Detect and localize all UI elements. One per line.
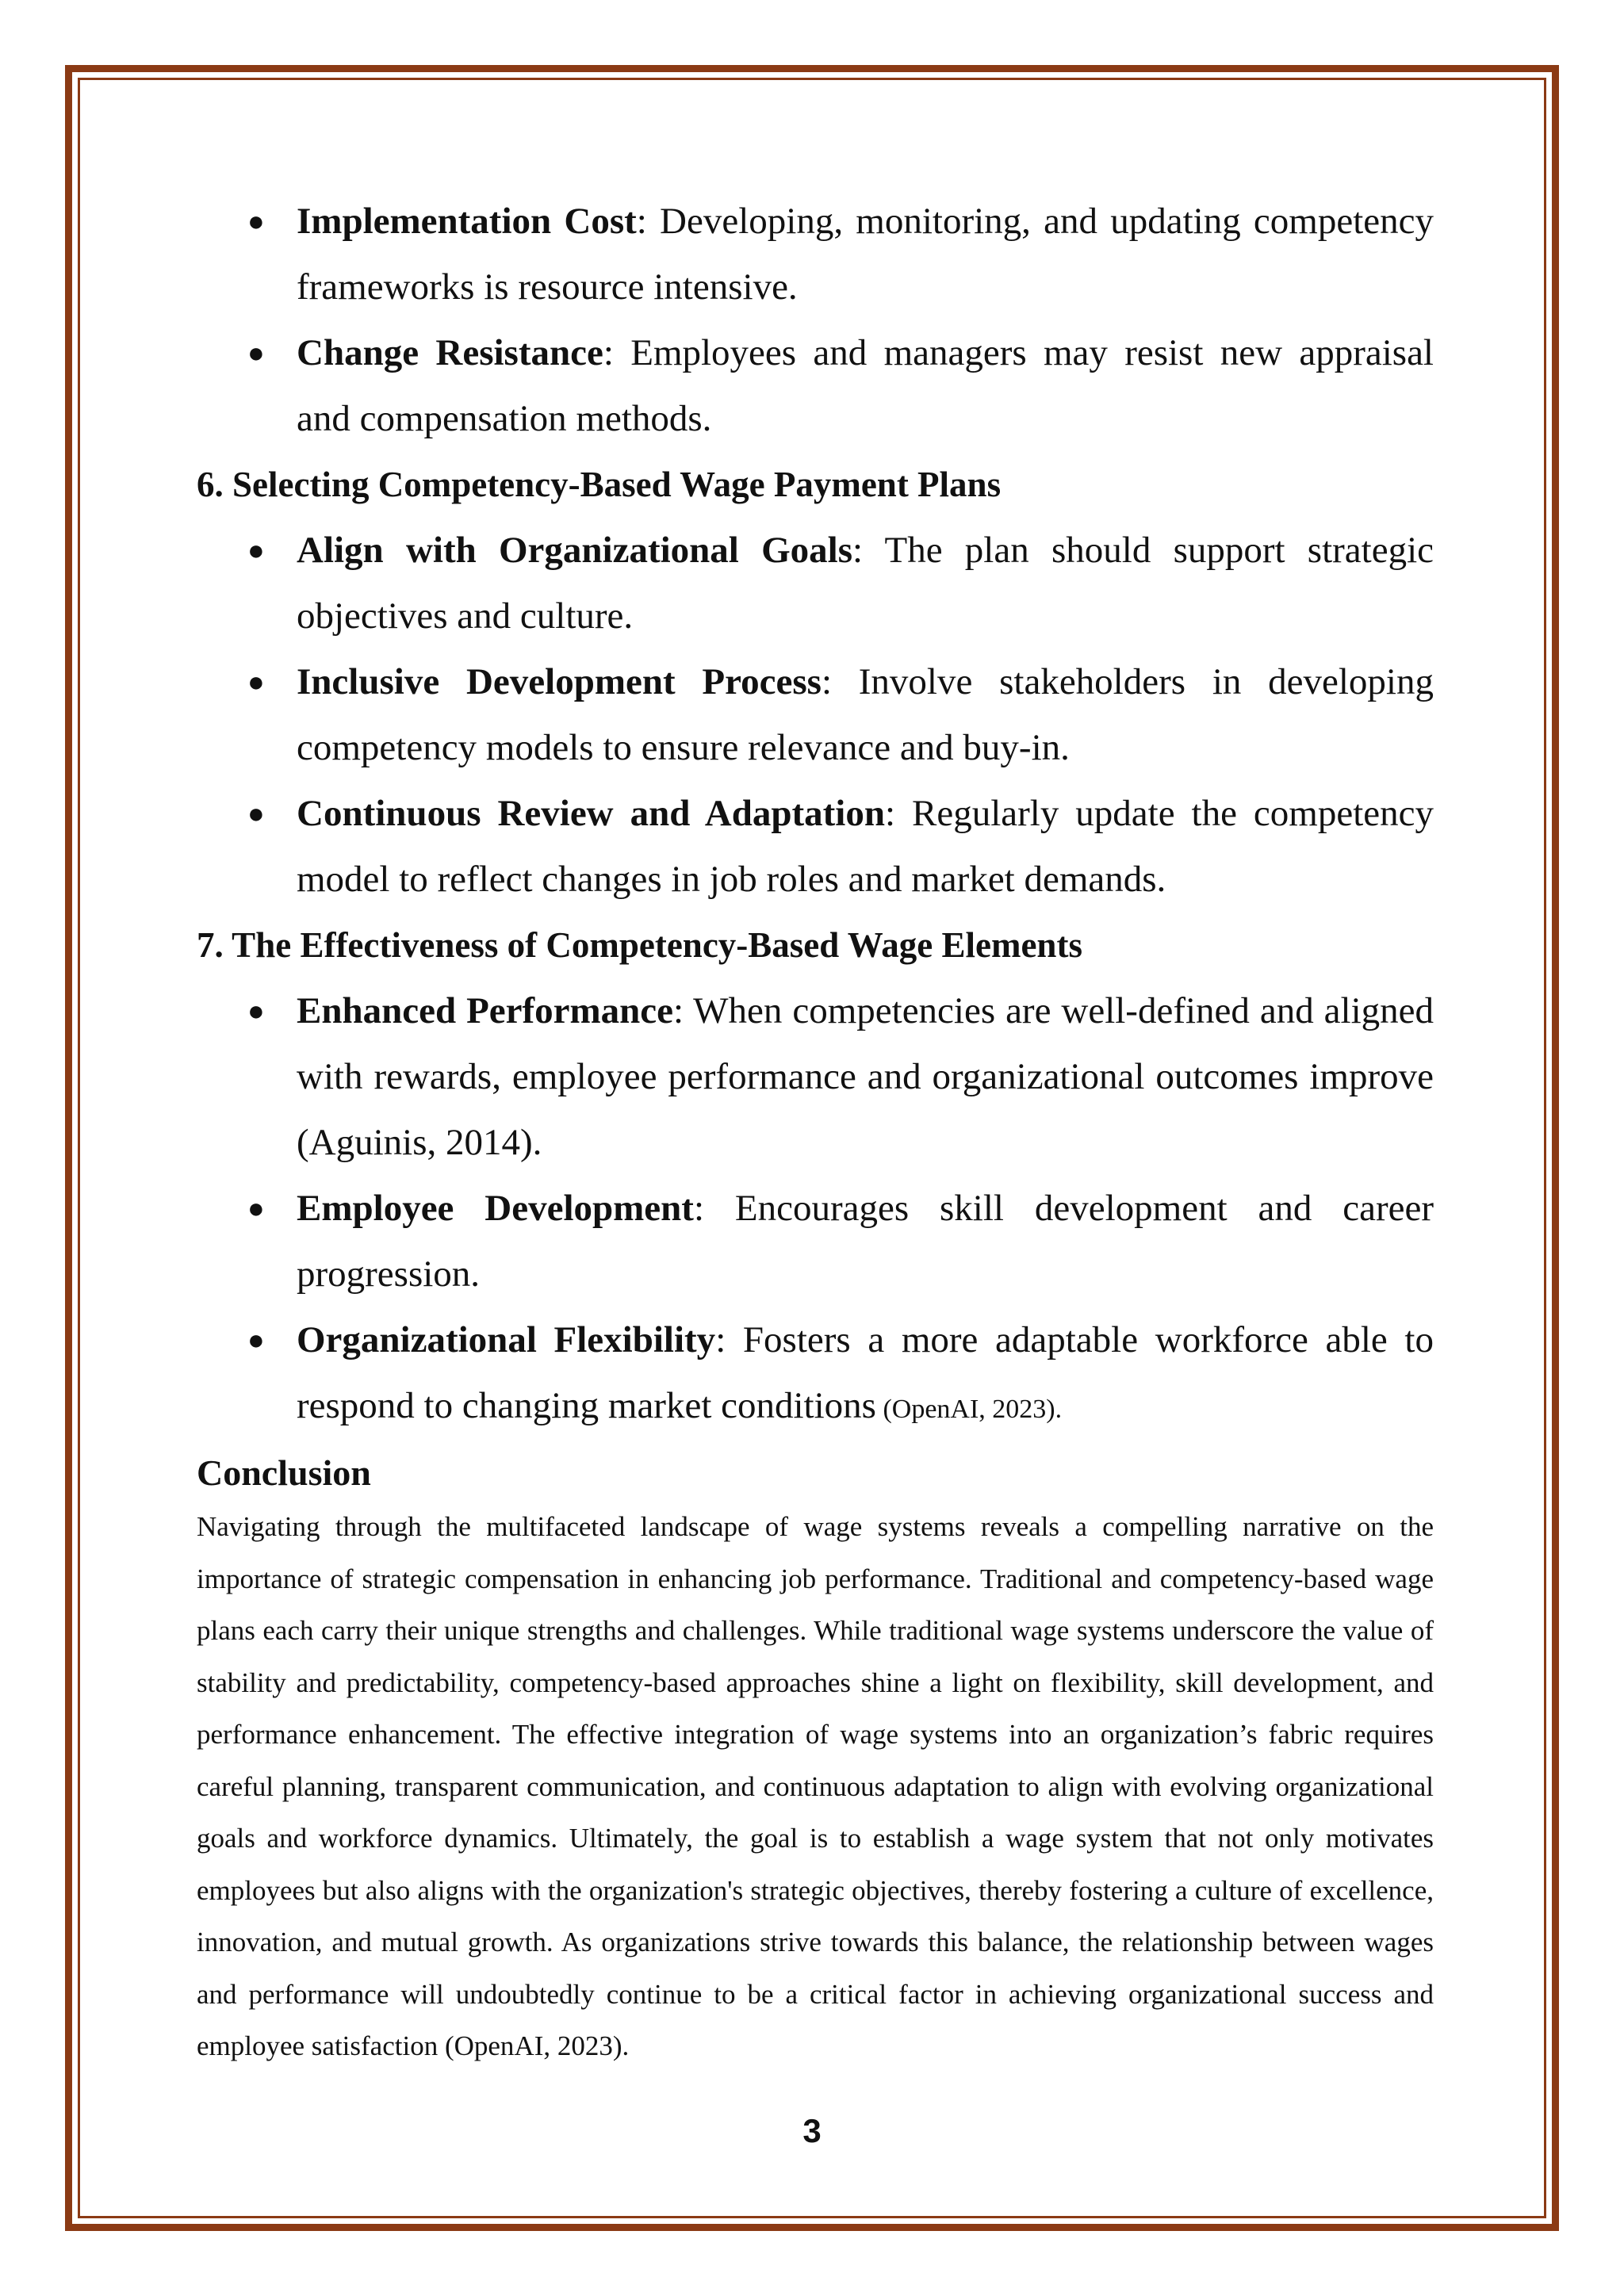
list-item (197, 1307, 1434, 1442)
bullet-term: Employee Development (297, 1188, 694, 1229)
bullet-term: Change Resistance (297, 332, 603, 373)
bullet-term: Inclusive Development Process (297, 661, 822, 702)
section-6-heading: 6. Selecting Competency-Based Wage Payment Plans (197, 465, 1002, 504)
bullet-text: : Developing, monitoring, and updating competency frameworks is resource intensive. (297, 201, 1434, 308)
bullet-text: : Employees and managers may resist new appraisal and compensation methods. (297, 332, 1434, 439)
bullet-icon: ● (247, 534, 265, 566)
conclusion-heading: Conclusion (197, 1452, 371, 1493)
conclusion-paragraph: Navigating through the multifaceted landscape of wage systems reveals a compelling narrative on the importance of strategic compensation in enhancing job performance. Traditional and competency-based wage plans each carry their unique strengths and challenges. While traditional wage systems underscore the value of stability and predictability, competency-based approaches shine a light on flexibility, skill development, and performance enhancement. The effective integration of wage systems into an organization’s fabric requires careful planning, transparent communication, and continuous adaptation to align with evolving organizational goals and workforce dynamics. Ultimately, the goal is to establish a wage system that not only motivates employees but also aligns with the organization's strategic objectives, thereby fostering a culture of excellence, innovation, and mutual growth. As organizations strive towards this balance, the relationship between wages and performance will undoubtedly continue to be a critical factor in achieving organizational success and employee satisfaction (OpenAI, 2023). (197, 1511, 1434, 2061)
bullet-icon: ● (247, 798, 265, 829)
bullet-icon: ● (247, 205, 265, 237)
page-content (197, 189, 1434, 2072)
intro-bullet-list (197, 189, 1434, 452)
list-item (197, 518, 1434, 649)
bullet-icon: ● (247, 995, 265, 1027)
bullet-text: : Fosters a more adaptable workforce able to respond to changing market conditions (297, 1319, 1434, 1426)
list-item (197, 1176, 1434, 1307)
list-item (197, 189, 1434, 320)
bullet-text: : Involve stakeholders in developing competency models to ensure relevance and buy-in. (297, 661, 1434, 768)
bullet-icon: ● (247, 337, 265, 369)
bullet-text: : The plan should support strategic objectives and culture. (297, 530, 1434, 637)
bullet-text: : When competencies are well-defined and aligned with rewards, employee performance and organizational outcomes improve (Aguinis, 2014). (297, 990, 1434, 1163)
page-number: 3 (802, 2112, 822, 2149)
bullet-icon: ● (247, 666, 265, 698)
bullet-icon: ● (247, 1324, 265, 1356)
section-7-heading: 7. The Effectiveness of Competency-Based Wage Elements (197, 925, 1082, 965)
bullet-icon: ● (247, 1192, 265, 1224)
bullet-text: : Regularly update the competency model to reflect changes in job roles and market demands. (297, 793, 1434, 900)
bullet-text: : Encourages skill development and career progression. (297, 1188, 1434, 1295)
citation: (OpenAI, 2023). (875, 1395, 1063, 1424)
section-6-bullet-list (197, 518, 1434, 913)
section-7-bullet-list (197, 978, 1434, 1442)
list-item (197, 781, 1434, 913)
bullet-term: Align with Organizational Goals (297, 530, 853, 571)
bullet-term: Enhanced Performance (297, 990, 674, 1031)
bullet-term: Organizational Flexibility (297, 1319, 716, 1360)
bullet-term: Implementation Cost (297, 201, 637, 242)
list-item (197, 649, 1434, 781)
bullet-term: Continuous Review and Adaptation (297, 793, 885, 834)
list-item (197, 978, 1434, 1176)
list-item (197, 320, 1434, 452)
